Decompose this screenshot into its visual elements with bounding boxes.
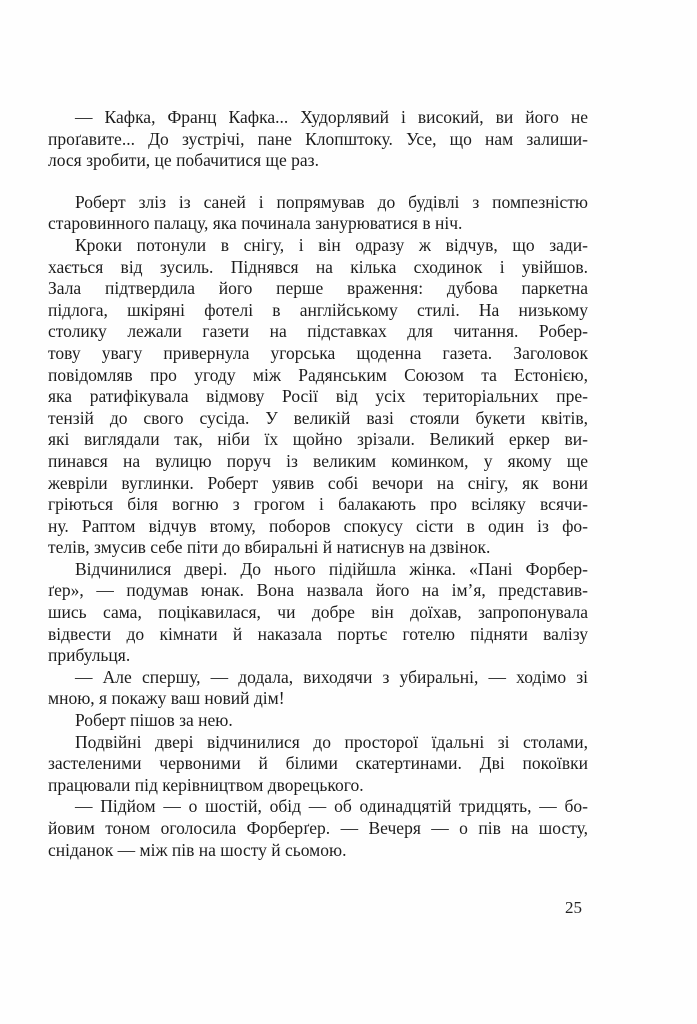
text-line: — Підйом — о шостій, обід — об одинадцятій тридцять, — бо- bbox=[75, 796, 588, 817]
paragraph bbox=[48, 559, 588, 667]
text-line: проґавите... До зустрічі, пане Клопштоку. Усе, що нам залиши- bbox=[48, 128, 588, 149]
paragraph bbox=[48, 732, 588, 797]
paragraph bbox=[48, 192, 588, 235]
page-text bbox=[48, 107, 588, 861]
text-line: застеленими червоними й білими скатертинами. Дві покоївки bbox=[48, 753, 588, 774]
text-line: прибульця. bbox=[48, 645, 131, 666]
text-line: шись сама, поцікавилася, чи добре він доїхав, запропонувала bbox=[48, 602, 588, 623]
paragraph bbox=[48, 235, 588, 559]
text-line: повідомляв про угоду між Радянським Союзом та Естонією, bbox=[48, 364, 588, 385]
text-line: — Але спершу, — додала, виходячи з убиральні, — ходімо зі bbox=[75, 666, 588, 687]
page-number: 25 bbox=[565, 898, 582, 917]
text-line: Відчинилися двері. До нього підійшла жінка. «Пані Форбер- bbox=[75, 558, 588, 579]
text-line: Зала підтвердила його перше враження: дубова паркетна bbox=[48, 278, 588, 299]
text-line: старовинного палацу, яка починала занурюватися в ніч. bbox=[48, 213, 463, 234]
text-line: телів, змусив себе піти до вбиральні й натиснув на дзвінок. bbox=[48, 537, 491, 558]
text-line: мною, я покажу ваш новий дім! bbox=[48, 688, 285, 709]
text-line: тову увагу привернула угорська щоденна газета. Заголовок bbox=[48, 342, 588, 363]
text-line: ґер», — подумав юнак. Вона назвала його на ім’я, представив- bbox=[48, 580, 588, 601]
text-line: гріються біля вогню з грогом і балакають про всіляку всячи- bbox=[48, 494, 588, 515]
text-line: ну. Раптом відчув втому, поборов спокусу сісти в один із фо- bbox=[48, 515, 588, 536]
text-line: хається від зусиль. Піднявся на кілька сходинок і увійшов. bbox=[48, 256, 588, 277]
text-line: відвести до кімнати й наказала портьє готелю підняти валізу bbox=[48, 623, 588, 644]
text-line: жевріли вуглинки. Роберт уявив собі вечори на снігу, як вони bbox=[48, 472, 588, 493]
text-line: сніданок — між пів на шосту й сьомою. bbox=[48, 839, 347, 860]
text-line: які виглядали так, ніби їх щойно зрізали. Великий еркер ви- bbox=[48, 429, 588, 450]
text-line: столику лежали газети на підставках для читання. Робер- bbox=[48, 321, 588, 342]
paragraph bbox=[48, 796, 588, 861]
text-line: яка ратифікувала відмову Росії від усіх територіальних пре- bbox=[48, 386, 588, 407]
text-line: Роберт пішов за нею. bbox=[75, 710, 233, 731]
text-line: підлога, шкіряні фотелі в англійському стилі. На низькому bbox=[48, 299, 588, 320]
text-line: — Кафка, Франц Кафка... Худорлявий і високий, ви його не bbox=[75, 107, 588, 127]
text-line: йовим тоном оголосила Форберґер. — Вечеря — о пів на шосту, bbox=[48, 818, 588, 838]
paragraph bbox=[48, 667, 588, 710]
text-line: Подвійні двері відчинилися до просторої їдальні зі столами, bbox=[75, 731, 588, 752]
text-line: тензій до свого сусіда. У великій вазі стояли букети квітів, bbox=[48, 407, 588, 428]
paragraph bbox=[48, 710, 588, 732]
paragraph bbox=[48, 107, 588, 172]
text-line: лося зробити, це побачитися ще раз. bbox=[48, 150, 319, 171]
text-line: працювали під керівництвом дворецького. bbox=[48, 774, 364, 795]
text-line: Кроки потонули в снігу, і він одразу ж відчув, що зади- bbox=[75, 234, 588, 255]
text-line: пинався на вулицю поруч із великим коминком, у якому ще bbox=[48, 450, 588, 471]
text-line: Роберт зліз із саней і попрямував до будівлі з помпезністю bbox=[75, 191, 588, 212]
